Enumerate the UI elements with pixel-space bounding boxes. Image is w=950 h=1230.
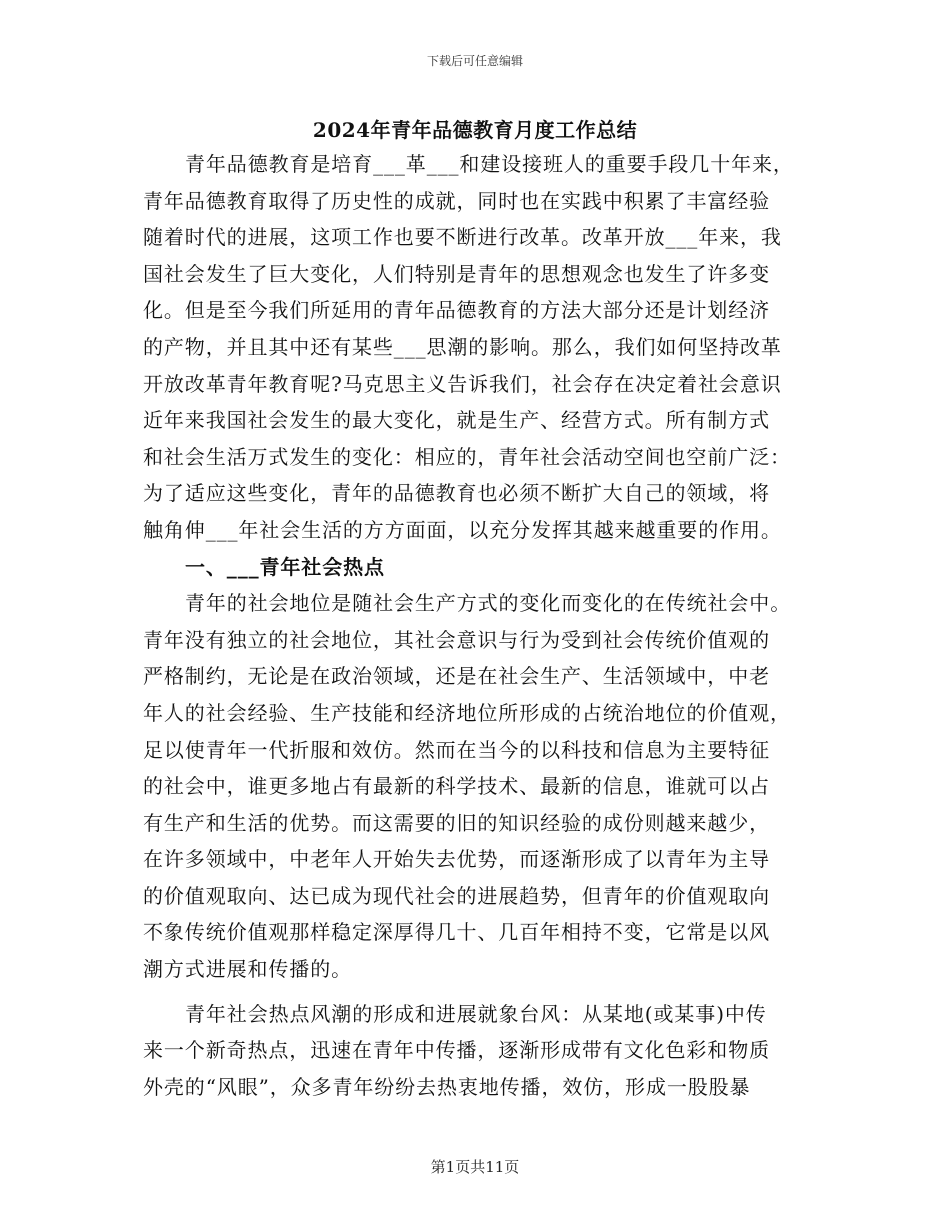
paragraph-line: 在许多领域中，中老年人开始失去优势，而逐渐形成了以青年为主导 bbox=[143, 847, 770, 872]
paragraph-line: 和社会生活万式发生的变化：相应的，青年社会活动空间也空前广泛： bbox=[143, 444, 791, 469]
paragraph-line: 来一个新奇热点，迅速在青年中传播，逐渐形成带有文化色彩和物质 bbox=[143, 1038, 770, 1063]
paragraph-line: 青年社会热点风潮的形成和进展就象台风：从某地(或某事)中传 bbox=[185, 1001, 767, 1026]
paragraph-line: 的社会中，谁更多地占有最新的科学技术、最新的信息，谁就可以占 bbox=[143, 774, 770, 799]
paragraph-line: 青年没有独立的社会地位，其社会意识与行为受到社会传统价值观的 bbox=[143, 627, 770, 652]
paragraph-line: 国社会发生了巨大变化，人们特别是青年的思想观念也发生了许多变 bbox=[143, 261, 770, 286]
paragraph-line: 外壳的“风眼”，众多青年纷纷去热衷地传播，效仿，形成一股股暴 bbox=[143, 1074, 751, 1099]
paragraph-line: 不象传统价值观那样稳定深厚得几十、几百年相持不变，它常是以风 bbox=[143, 920, 770, 945]
paragraph-line: 青年的社会地位是随社会生产方式的变化而变化的在传统社会中。 bbox=[185, 591, 792, 616]
paragraph-line: 严格制约，无论是在政治领域，还是在社会生产、生活领域中，中老 bbox=[143, 664, 770, 689]
document-body bbox=[143, 146, 809, 1105]
paragraph-line: 为了适应这些变化，青年的品德教育也必须不断扩大自己的领域，将 bbox=[143, 481, 770, 506]
paragraph-line: 潮方式进展和传播的。 bbox=[143, 957, 352, 982]
paragraph-line: 化。但是至今我们所延用的青年品德教育的方法大部分还是计划经济 bbox=[143, 298, 770, 323]
paragraph-line: 青年品德教育取得了历史性的成就，同时也在实践中积累了丰富经验 bbox=[143, 188, 770, 213]
paragraph-line: 的产物，并且其中还有某些___思潮的影响。那么，我们如何坚持改革 bbox=[143, 334, 782, 359]
paragraph-line: 随着时代的进展，这项工作也要不断进行改革。改革开放___年来，我 bbox=[143, 225, 782, 250]
page-header-note: 下载后可任意编辑 bbox=[426, 54, 523, 68]
paragraph-line: 的价值观取向、达已成为现代社会的进展趋势，但青年的价值观取向 bbox=[143, 883, 770, 908]
paragraph-line: 触角伸___年社会生活的方方面面，以充分发挥其越来越重要的作用。 bbox=[143, 517, 782, 542]
paragraph-line: 开放改革青年教育呢?马克思主义告诉我们，社会存在决定着社会意识 bbox=[143, 371, 782, 396]
paragraph-line: 青年品德教育是培育___革___和建设接班人的重要手段几十年来， bbox=[185, 152, 794, 176]
paragraph-line: 年人的社会经验、生产技能和经济地位所形成的占统治地位的价值观， bbox=[143, 700, 791, 725]
document-title: 2024年青年品德教育月度工作总结 bbox=[312, 118, 638, 142]
paragraph-line: 近年来我国社会发生的最大变化，就是生产、经营方式。所有制方式 bbox=[143, 408, 770, 433]
paragraph-line: 有生产和生活的优势。而这需要的旧的知识经验的成份则越来越少， bbox=[143, 810, 770, 835]
page-number: 第1页共11页 bbox=[430, 1158, 520, 1176]
paragraph-line: 足以使青年一代折服和效仿。然而在当今的以科技和信息为主要特征 bbox=[143, 737, 770, 762]
section-heading: 一、___青年社会热点 bbox=[185, 554, 385, 579]
